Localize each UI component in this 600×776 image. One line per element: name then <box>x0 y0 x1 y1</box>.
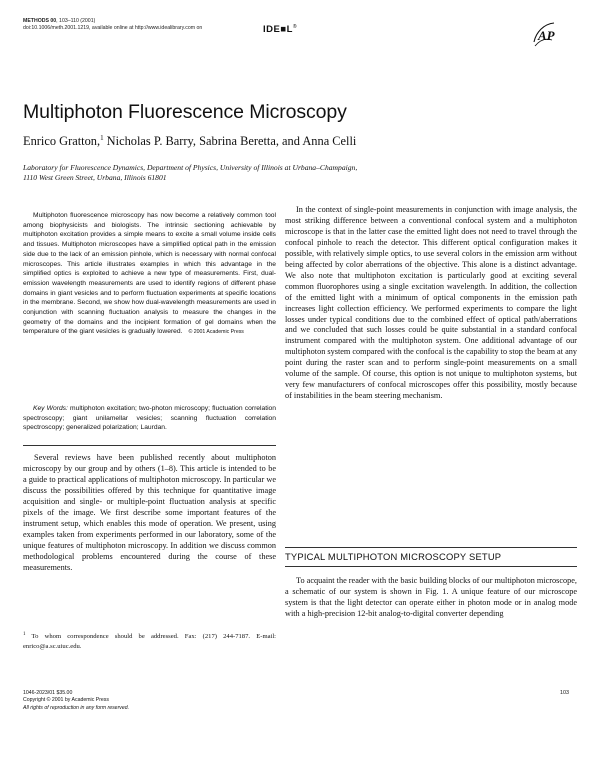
footnote-mark: 1 <box>23 632 26 637</box>
journal-volume: 00 <box>50 18 57 24</box>
keywords <box>23 404 276 433</box>
body-paragraph: In the context of single-point measurements in conjunction with image analysis, the most striking difference between a conventional confocal system and a multiphoton microscope is that in the latter case the emitted light does not need to travel through the confocal pinhole to reach the detector. This different optical configuration makes it possible, with relatively simple optics, to use several colors in the emission arm without being affected by color aberrations of the objective. This alone is a distinct advantage. We also note that multiphoton excitation is particularly good at exciting several common fluorophores using a single excitation wavelength. In addition, the collection of the emitted light with a minimum of optical components in the emission path increases light collection efficiency. We performed experiments to compare the light losses under typical conditions due to the combined effect of optical path/aberrations and we concluded that such losses could be quite substantial in a standard confocal instrument compared with the multiphoton system. One additional advantage of our multiphoton system compared with the confocal is the capability to stop the beam at any point during the raster scan and to perform single-point measurements on a small volume of the sample. Of course, this option is not unique to multiphoton systems, but very few manufacturers of confocal microscopes offer this possibility, mostly because of instabilities in the beam steering mechanism. <box>285 205 577 401</box>
keywords-label: Key Words: <box>33 405 68 412</box>
page-number: 103 <box>560 690 569 696</box>
setup-section <box>285 576 577 620</box>
publisher-logo-text: AP <box>538 28 555 43</box>
first-author: Enrico Gratton, <box>23 134 101 149</box>
footnote-text: To whom correspondence should be addressed. Fax: (217) 244-7187. E-mail: enrico@a.sc.uiuc.edu. <box>23 633 276 650</box>
section-heading: TYPICAL MULTIPHOTON MICROSCOPY SETUP <box>285 551 502 562</box>
keywords-list: multiphoton excitation; two-photon microscopy; fluctuation correlation spectroscopy; giant unilamellar vesicles; scanning fluctuation correlation spectroscopy; generalized polarization; Laurdan. <box>23 405 276 432</box>
affiliation-line-1: Laboratory for Fluorescence Dynamics, Department of Physics, University of Illinois at Urbana–Champaign, <box>23 163 358 172</box>
abstract-divider <box>23 445 276 446</box>
article-title: Multiphoton Fluorescence Microscopy <box>23 101 347 123</box>
author-footnote-mark: 1 <box>100 134 104 142</box>
ideal-logo: IDE■L® <box>263 24 298 35</box>
section-rule-bottom <box>285 566 577 567</box>
author-list <box>23 134 356 149</box>
abstract-copyright: © 2001 Academic Press <box>188 329 244 336</box>
intro-section <box>23 453 276 573</box>
right-column <box>285 205 577 402</box>
issn-price: 1046-2023/01 $35.00 <box>23 690 73 696</box>
correspondence-footnote <box>23 630 276 651</box>
footer-copyright: Copyright © 2001 by Academic Press <box>23 697 109 704</box>
affiliation-line-2: 1110 West Green Street, Urbana, Illinois 61801 <box>23 173 167 183</box>
abstract-text: Multiphoton fluorescence microscopy has now become a relatively common tool among biophysicists and biologists. The intrinsic sectioning achievable by multiphoton excitation provides a simple means to excite a small volume inside cells and tissues. Multiphoton microscopes have a simplified optical path in the emission side due to the lack of an emission pinhole, which is necessary with normal confocal microscopes. This article illustrates examples in which this advantage in the simplified optics is exploited to achieve a new type of measurements. First, dual-emission wavelength measurements are used to identify regions of different phase domains in giant vesicles and to perform fluctuation experiments at specific locations in the membrane. Second, we show how dual-wavelength measurements are used in conjunction with scanning fluctuation analysis to measure the changes in the geometry of the domains and the incipient formation of gel domains when the temperature of the giant vesicles is gradually lowered. <box>23 212 276 336</box>
running-header <box>23 18 202 33</box>
section-rule-top <box>285 547 577 548</box>
affiliation <box>23 163 583 183</box>
journal-name: METHODS <box>23 18 49 24</box>
academic-press-logo-icon <box>530 20 558 50</box>
other-authors: Nicholas P. Barry, Sabrina Beretta, and Anna Celli <box>103 134 357 149</box>
intro-paragraph: Several reviews have been published recently about multiphoton microscopy by our group and by others (1–8). This article is intended to be a guide to practical applications of multiphoton microscopy. In particular we discuss the possibilities offered by this technique for quantitative image acquisition and single- or multiple-point fluctuation analysis at specific pixels of the image. We first describe some important features of the instrument setup, which enables this mode of operation. We present, using examples taken from experiments performed in our laboratory, some of the unique features of multiphoton microscopy. In addition we discuss common methodological problems encountered during the course of these measurements. <box>23 453 276 572</box>
page-footer <box>23 690 129 712</box>
journal-pages: , 103–110 (2001) <box>56 18 96 24</box>
journal-citation <box>23 18 202 25</box>
doi-line: doi:10.1006/meth.2001.1219, available online at http://www.idealibrary.com on <box>23 25 203 32</box>
setup-paragraph: To acquaint the reader with the basic building blocks of our multiphoton microscope, a schematic of our system is shown in Fig. 1. A unique feature of our microscope system is that the light detector can operate either in photon mode or in analog mode with a high-precision 12-bit analog-to-digital converter depending <box>285 576 577 618</box>
abstract <box>23 211 276 338</box>
footer-rights: All rights of reproduction in any form reserved. <box>23 704 130 711</box>
